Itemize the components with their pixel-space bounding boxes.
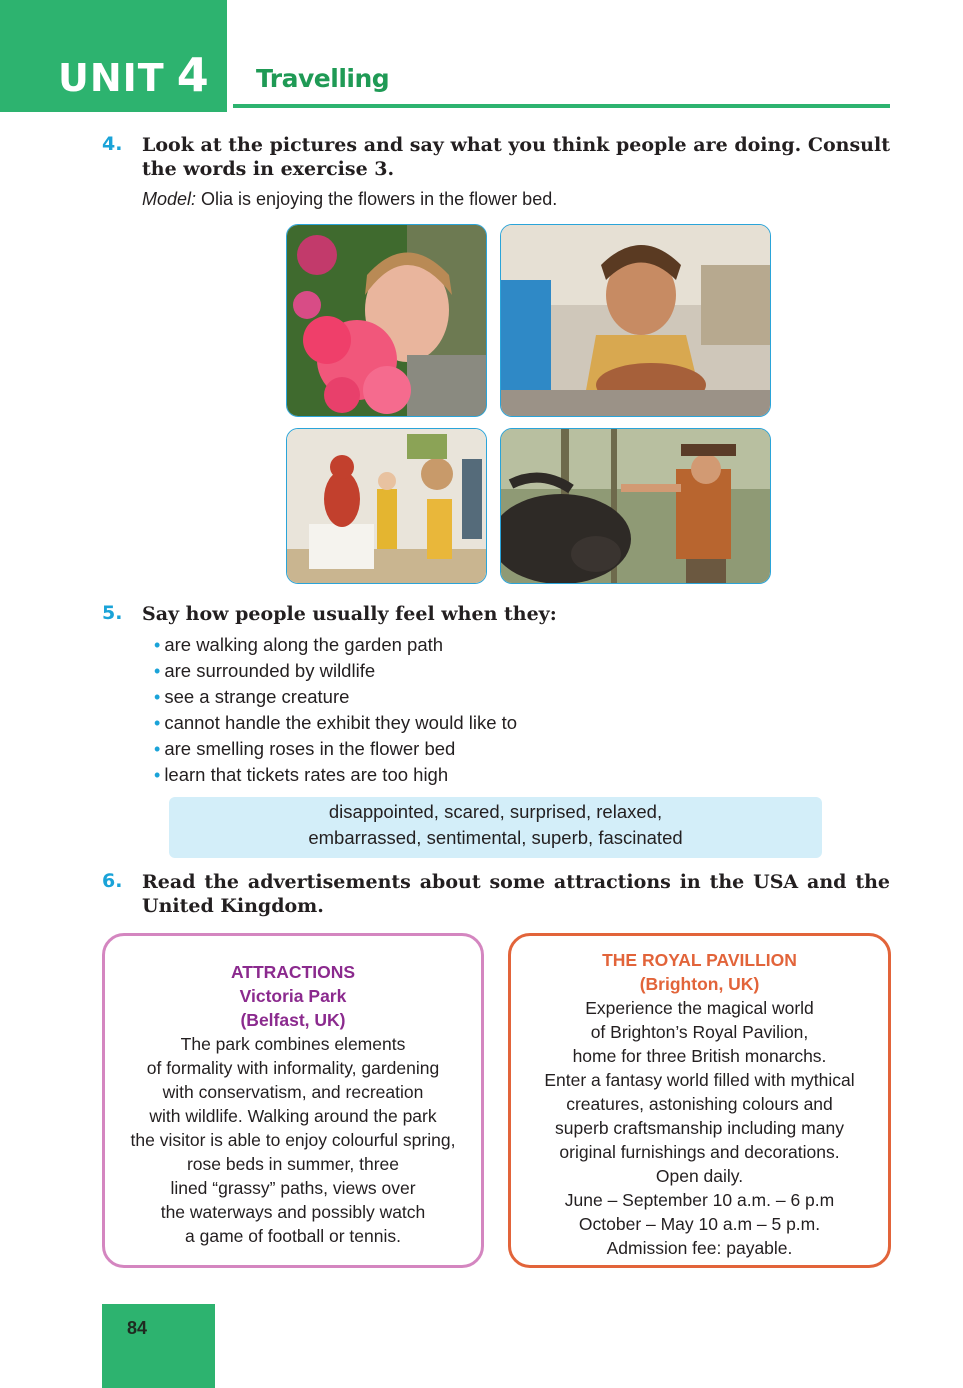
list-item: • see a strange creature [154, 686, 350, 707]
exercise-4-instruction: Look at the pictures and say what you think people are doing. Consult the words in exercise 3. [142, 134, 890, 180]
photo-woman-with-flowers [286, 224, 487, 417]
ad-line: Enter a fantasy world filled with mythical [544, 1070, 855, 1090]
unit-number: 4 [176, 48, 210, 102]
page-title: Travelling [256, 64, 390, 93]
photo-museum-children [286, 428, 487, 584]
list-item: • cannot handle the exhibit they would like to [154, 712, 518, 733]
photo-man-with-buffalo [500, 428, 771, 584]
ad-line: with conservatism, and recreation [162, 1082, 424, 1102]
ad-line: home for three British monarchs. [572, 1046, 827, 1066]
ad-line: Experience the magical world [585, 998, 814, 1018]
photo-museum-children-image [287, 429, 487, 584]
ad-line: with wildlife. Walking around the park [149, 1106, 437, 1126]
ad-heading: ATTRACTIONS [230, 962, 356, 982]
ad-heading: THE ROYAL PAVILLION [602, 950, 797, 970]
exercise-4-number: 4. [102, 133, 123, 155]
advertisement-victoria-park [102, 933, 484, 1268]
model-label: Model: [142, 189, 197, 209]
ad-line: of Brighton’s Royal Pavilion, [590, 1022, 809, 1042]
exercise-5-number: 5. [102, 602, 123, 624]
ad-line: of formality with informality, gardening [146, 1058, 440, 1078]
bullet-icon: • [154, 661, 161, 681]
ad-heading: Victoria Park [239, 986, 347, 1006]
model-text: Olia is enjoying the flowers in the flower bed. [196, 189, 558, 209]
model-sentence [142, 189, 557, 210]
unit-label: UNIT 4 [58, 48, 210, 102]
ad-heading: (Brighton, UK) [639, 974, 760, 994]
feelings-list [154, 633, 517, 789]
ad-line: original furnishings and decorations. [559, 1142, 840, 1162]
list-item: • learn that tickets rates are too high [154, 764, 449, 785]
ad-line: Open daily. [655, 1166, 744, 1186]
bullet-icon: • [154, 635, 161, 655]
ad-line: a game of football or tennis. [185, 1226, 401, 1246]
exercise-6-instruction: Read the advertisements about some attractions in the USA and the United Kingdom. [142, 871, 890, 917]
ad-heading: (Belfast, UK) [240, 1010, 346, 1030]
ad-line: The park combines elements [180, 1034, 406, 1054]
word-bank-line: embarrassed, sentimental, superb, fascinated [308, 827, 683, 848]
page-number-tab [102, 1304, 215, 1388]
list-item: • are smelling roses in the flower bed [154, 738, 456, 759]
ad-line: creatures, astonishing colours and [566, 1094, 833, 1114]
ad-line: October – May 10 a.m – 5 p.m. [578, 1214, 821, 1234]
ad-line: Admission fee: payable. [606, 1238, 793, 1258]
page-number: 84 [127, 1318, 148, 1338]
exercise-5-instruction: Say how people usually feel when they: [142, 603, 557, 625]
photo-man-with-buffalo-image [501, 429, 771, 584]
ad-line: rose beds in summer, three [186, 1154, 400, 1174]
bullet-icon: • [154, 687, 161, 707]
list-item: • are walking along the garden path [154, 634, 444, 655]
list-item: • are surrounded by wildlife [154, 660, 376, 681]
ad-line: lined “grassy” paths, views over [170, 1178, 416, 1198]
bullet-icon: • [154, 713, 161, 733]
ad-line: the visitor is able to enjoy colourful spring, [130, 1130, 456, 1150]
photo-potter [500, 224, 771, 417]
bullet-icon: • [154, 739, 161, 759]
advertisement-royal-pavilion [508, 933, 891, 1268]
word-bank [169, 797, 822, 858]
photo-potter-image [501, 225, 771, 417]
exercise-6-number: 6. [102, 870, 123, 892]
title-rule [233, 104, 890, 108]
ad-line: June – September 10 a.m. – 6 p.m [564, 1190, 835, 1210]
bullet-icon: • [154, 765, 161, 785]
word-bank-line: disappointed, scared, surprised, relaxed, [328, 801, 663, 822]
ad-line: the waterways and possibly watch [160, 1202, 426, 1222]
photo-woman-with-flowers-image [287, 225, 487, 417]
ad-line: superb craftsmanship including many [555, 1118, 844, 1138]
